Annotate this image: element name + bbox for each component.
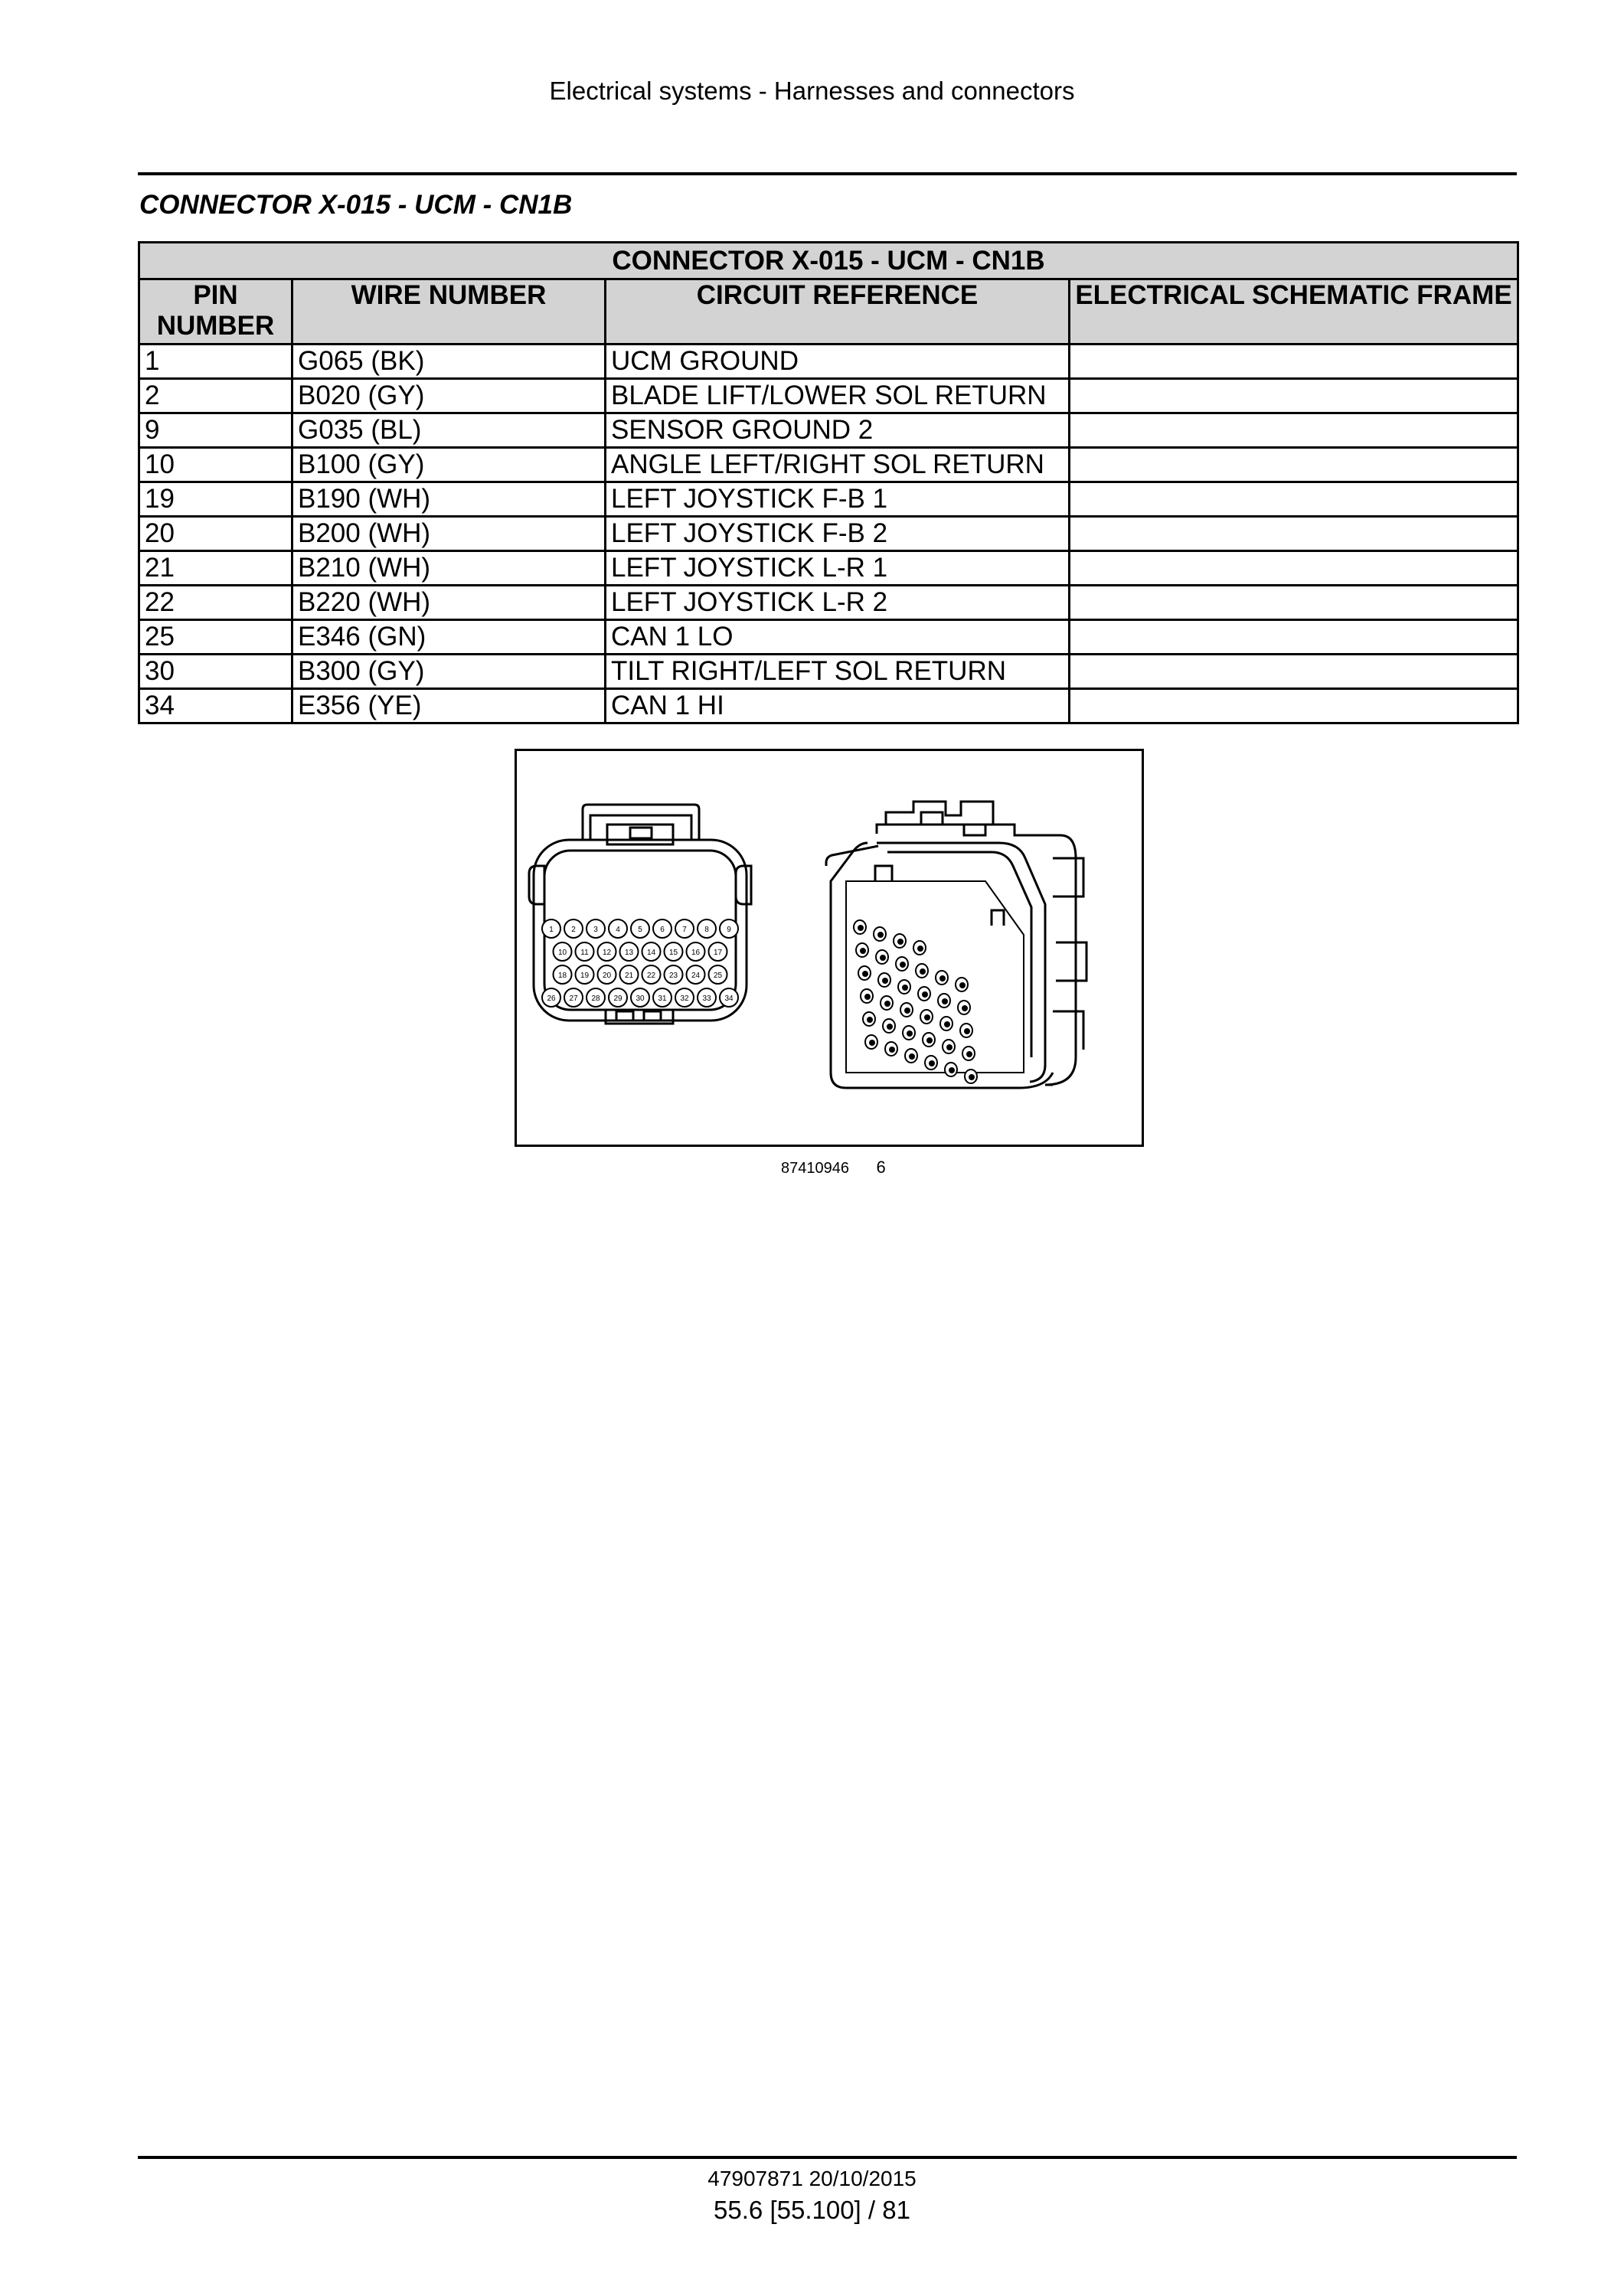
- wire-number-cell: B300 (GY): [292, 655, 606, 689]
- schematic-frame-cell: [1070, 379, 1518, 413]
- pin-number-cell: 10: [139, 448, 292, 482]
- connector-pin-label: 27: [569, 994, 578, 1003]
- footer-rule: [138, 2156, 1517, 2159]
- connector-pin-contact: [904, 1008, 910, 1014]
- figure-number: 6: [876, 1158, 886, 1177]
- circuit-reference-cell: SENSOR GROUND 2: [606, 413, 1070, 448]
- connector-drawing: [517, 751, 1142, 1145]
- pin-number-cell: 30: [139, 655, 292, 689]
- table-row: [139, 655, 1518, 689]
- table-caption: CONNECTOR X-015 - UCM - CN1B: [139, 243, 1518, 279]
- connector-pin-label: 4: [616, 926, 620, 934]
- connector-pin-label: 25: [713, 972, 723, 980]
- wire-number-cell: E356 (YE): [292, 689, 606, 723]
- connector-pin-contact: [949, 1067, 955, 1073]
- connector-pin-label: 34: [724, 994, 734, 1003]
- table-row: [139, 379, 1518, 413]
- connector-pin-label: 2: [571, 926, 576, 934]
- connector-pin-contact: [939, 975, 946, 981]
- connector-pin-contact: [889, 1047, 895, 1053]
- connector-pin-label: 24: [691, 972, 701, 980]
- circuit-reference-cell: LEFT JOYSTICK L-R 2: [606, 586, 1070, 620]
- table-row: [139, 620, 1518, 655]
- connector-pin-contact: [964, 1028, 970, 1034]
- connector-pin-label: 23: [668, 972, 678, 980]
- connector-pin-contact: [969, 1074, 975, 1080]
- connector-pin-contact: [897, 939, 903, 945]
- connector-pin-label: 30: [636, 994, 645, 1003]
- pin-number-cell: 21: [139, 551, 292, 586]
- wire-number-cell: G035 (BL): [292, 413, 606, 448]
- pin-number-cell: 1: [139, 345, 292, 379]
- table-row: [139, 517, 1518, 551]
- column-header-schematic-frame: ELECTRICAL SCHEMATIC FRAME: [1070, 279, 1518, 345]
- wire-number-cell: B100 (GY): [292, 448, 606, 482]
- connector-pin-label: 17: [713, 949, 723, 957]
- pin-number-cell: 22: [139, 586, 292, 620]
- header-rule: [138, 172, 1517, 175]
- wire-number-cell: G065 (BK): [292, 345, 606, 379]
- connector-pin-contact: [860, 948, 866, 954]
- connector-pin-grid: [542, 919, 738, 1007]
- column-header-circuit-reference: CIRCUIT REFERENCE: [606, 279, 1070, 345]
- circuit-reference-cell: UCM GROUND: [606, 345, 1070, 379]
- connector-pin-contact: [944, 1021, 950, 1027]
- schematic-frame-cell: [1070, 482, 1518, 517]
- connector-pin-contact: [959, 982, 966, 988]
- connector-pin-contact: [858, 925, 864, 931]
- section-title: CONNECTOR X-015 - UCM - CN1B: [139, 190, 573, 220]
- wire-number-cell: B210 (WH): [292, 551, 606, 586]
- connector-pin-label: 7: [682, 926, 687, 934]
- connector-pin-contact: [887, 1024, 893, 1030]
- schematic-frame-cell: [1070, 413, 1518, 448]
- footer-document-info: 47907871 20/10/2015: [707, 2167, 917, 2190]
- schematic-frame-cell: [1070, 448, 1518, 482]
- connector-pin-contact: [877, 932, 884, 938]
- table-row: [139, 413, 1518, 448]
- connector-pin-contact: [882, 978, 888, 984]
- circuit-reference-cell: LEFT JOYSTICK F-B 2: [606, 517, 1070, 551]
- wire-number-cell: B220 (WH): [292, 586, 606, 620]
- figure-caption: [781, 1158, 886, 1177]
- connector-pin-label: 1: [549, 926, 554, 934]
- connector-pin-label: 8: [704, 926, 709, 934]
- connector-pin-contact: [907, 1030, 913, 1037]
- wire-number-cell: E346 (GN): [292, 620, 606, 655]
- column-header-pin-number: PIN NUMBER: [139, 279, 292, 345]
- connector-pin-contact: [917, 946, 923, 952]
- connector-pin-contact: [909, 1053, 915, 1060]
- connector-pin-label: 10: [557, 949, 567, 957]
- connector-pin-label: 14: [646, 949, 656, 957]
- connector-pin-label: 6: [660, 926, 665, 934]
- table-row: [139, 448, 1518, 482]
- circuit-reference-cell: CAN 1 LO: [606, 620, 1070, 655]
- circuit-reference-cell: CAN 1 HI: [606, 689, 1070, 723]
- connector-pin-label: 5: [638, 926, 642, 934]
- pin-number-cell: 34: [139, 689, 292, 723]
- connector-pin-label: 18: [557, 972, 567, 980]
- connector-pin-contact: [902, 985, 908, 991]
- circuit-reference-cell: LEFT JOYSTICK L-R 1: [606, 551, 1070, 586]
- schematic-frame-cell: [1070, 689, 1518, 723]
- connector-pin-contact: [900, 962, 906, 968]
- connector-pin-label: 31: [658, 994, 667, 1003]
- connector-pin-label: 32: [680, 994, 689, 1003]
- connector-pin-contact: [862, 971, 868, 977]
- connector-pin-label: 26: [547, 994, 556, 1003]
- connector-pin-contact: [869, 1040, 875, 1046]
- connector-pin-label: 13: [624, 949, 634, 957]
- table-row: [139, 345, 1518, 379]
- footer-page-number: 55.6 [55.100] / 81: [714, 2196, 910, 2224]
- connector-pin-label: 15: [668, 949, 678, 957]
- figure-id: 87410946: [781, 1160, 849, 1177]
- pin-number-cell: 20: [139, 517, 292, 551]
- connector-pin-label: 33: [702, 994, 711, 1003]
- connector-pin-label: 3: [593, 926, 598, 934]
- page-header-title: Electrical systems - Harnesses and connectors: [549, 77, 1075, 105]
- circuit-reference-cell: BLADE LIFT/LOWER SOL RETURN: [606, 379, 1070, 413]
- wire-number-cell: B190 (WH): [292, 482, 606, 517]
- connector-pin-contact: [884, 1001, 890, 1007]
- schematic-frame-cell: [1070, 586, 1518, 620]
- connector-perspective-pin-grid: [854, 920, 977, 1083]
- pin-number-cell: 25: [139, 620, 292, 655]
- connector-pin-contact: [946, 1044, 953, 1050]
- table-row: [139, 482, 1518, 517]
- schematic-frame-cell: [1070, 345, 1518, 379]
- schematic-frame-cell: [1070, 620, 1518, 655]
- pin-number-cell: 9: [139, 413, 292, 448]
- column-header-wire-number: WIRE NUMBER: [292, 279, 606, 345]
- connector-pin-contact: [929, 1060, 935, 1066]
- connector-pin-label: 22: [646, 972, 656, 980]
- pin-number-cell: 19: [139, 482, 292, 517]
- table-row: [139, 586, 1518, 620]
- connector-pin-label: 12: [602, 949, 612, 957]
- connector-pin-contact: [942, 998, 948, 1004]
- connector-figure: [515, 749, 1144, 1147]
- wire-number-cell: B020 (GY): [292, 379, 606, 413]
- circuit-reference-cell: TILT RIGHT/LEFT SOL RETURN: [606, 655, 1070, 689]
- connector-pin-label: 28: [591, 994, 600, 1003]
- connector-pin-label: 19: [580, 972, 590, 980]
- connector-pin-contact: [864, 994, 871, 1000]
- connector-pin-contact: [867, 1017, 873, 1023]
- connector-pin-contact: [922, 991, 928, 998]
- pin-number-cell: 2: [139, 379, 292, 413]
- connector-pin-contact: [926, 1037, 933, 1043]
- connector-pin-contact: [920, 968, 926, 975]
- connector-pin-label: 20: [602, 972, 612, 980]
- connector-pin-table: [138, 241, 1519, 724]
- connector-pin-contact: [924, 1014, 930, 1021]
- connector-pin-label: 29: [613, 994, 622, 1003]
- table-row: [139, 551, 1518, 586]
- circuit-reference-cell: ANGLE LEFT/RIGHT SOL RETURN: [606, 448, 1070, 482]
- connector-pin-contact: [966, 1051, 972, 1057]
- circuit-reference-cell: LEFT JOYSTICK F-B 1: [606, 482, 1070, 517]
- schematic-frame-cell: [1070, 517, 1518, 551]
- connector-pin-contact: [962, 1005, 968, 1011]
- connector-pin-label: 21: [624, 972, 634, 980]
- schematic-frame-cell: [1070, 551, 1518, 586]
- connector-pin-label: 11: [580, 949, 589, 957]
- connector-pin-label: 16: [691, 949, 701, 957]
- connector-pin-label: 9: [727, 926, 731, 934]
- schematic-frame-cell: [1070, 655, 1518, 689]
- connector-pin-contact: [880, 955, 886, 961]
- wire-number-cell: B200 (WH): [292, 517, 606, 551]
- table-row: [139, 689, 1518, 723]
